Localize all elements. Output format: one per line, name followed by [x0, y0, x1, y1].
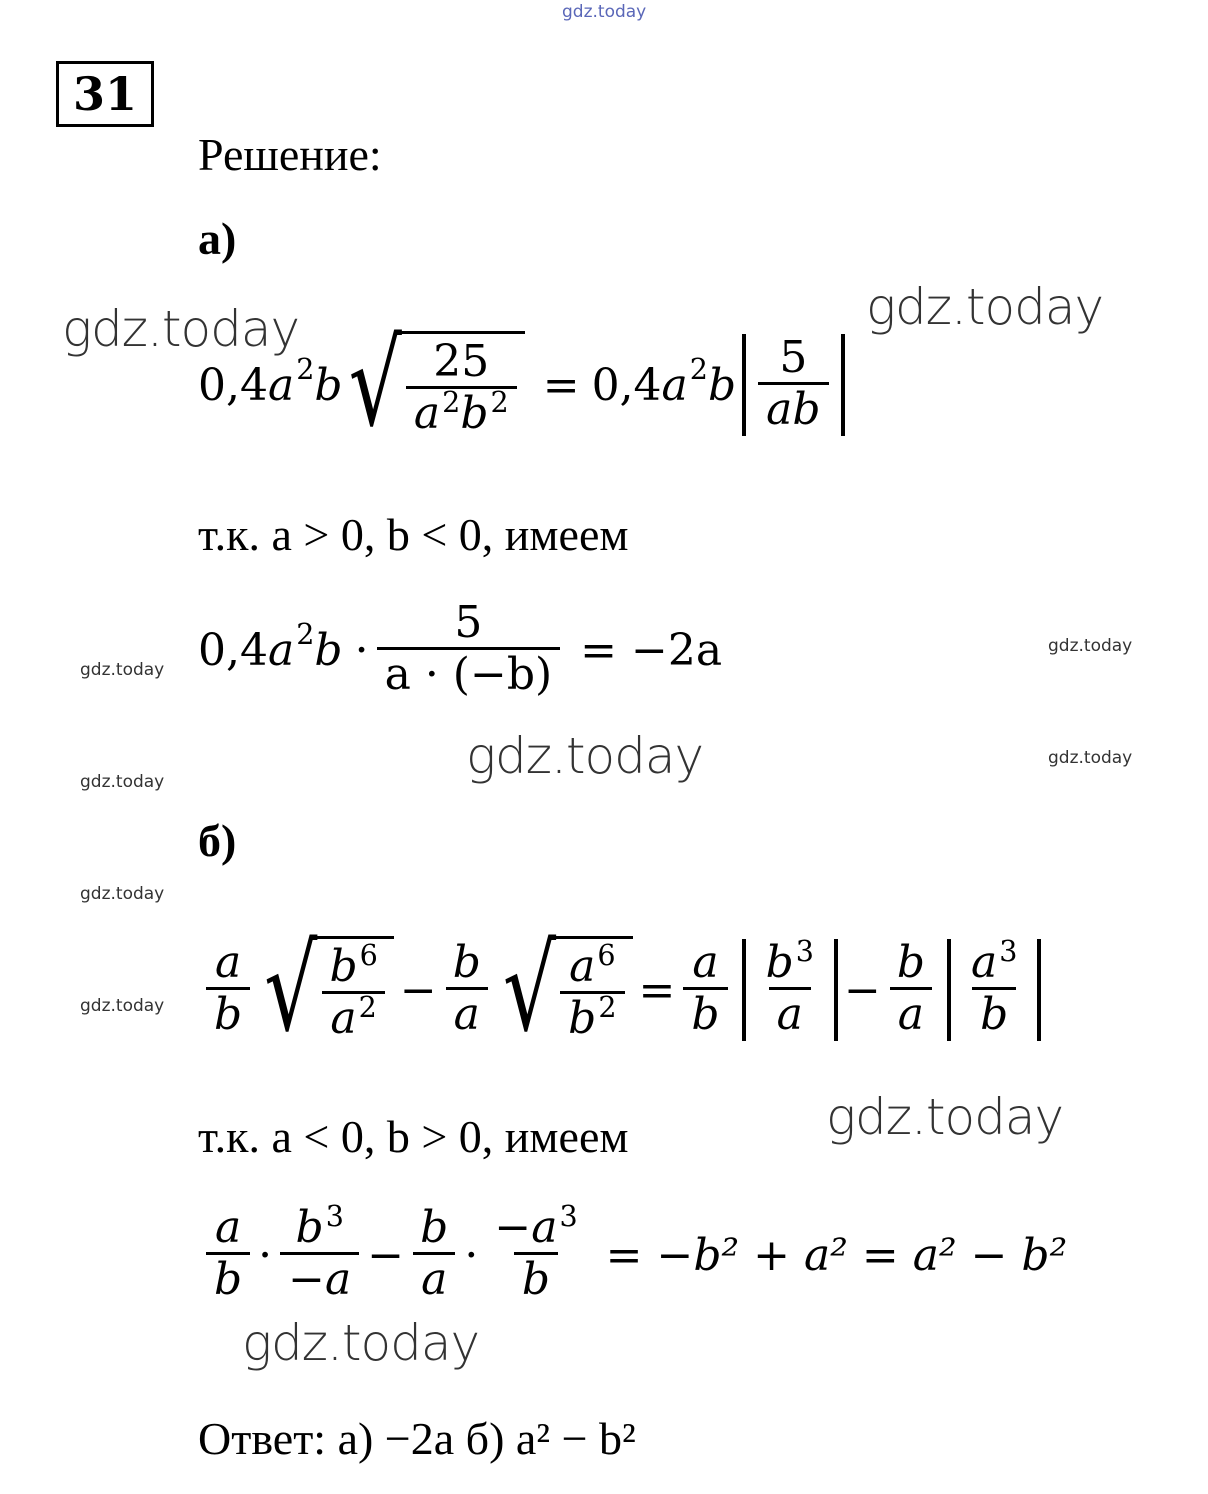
part-a-condition: т.к. a > 0, b < 0, имеем — [198, 509, 629, 560]
watermark-small: gdz.today — [1048, 748, 1133, 768]
watermark: gdz.today — [242, 1314, 480, 1372]
watermark: gdz.today — [466, 727, 704, 785]
watermark-top: gdz.today — [562, 2, 647, 22]
part-b-equation-2: $\frac{a}{b}$ · $\frac{b^3}{-a}$ − $\frac{b}{a}$ · $\frac{-a^3}{b}$ = −b² + a² = a² − b² — [198, 1180, 1067, 1330]
watermark-small: gdz.today — [80, 996, 165, 1016]
watermark-small: gdz.today — [80, 660, 165, 680]
watermark-small: gdz.today — [1048, 636, 1133, 656]
part-a-label: а) — [198, 213, 237, 264]
part-b-condition: т.к. a < 0, b > 0, имеем — [198, 1111, 629, 1162]
watermark-small: gdz.today — [80, 772, 165, 792]
part-a-equation-1: 0,4 a 2 b √ $\frac{25}{a^2b^2}$ = 0,4 a 2 b $\frac{5}{ab}$ — [198, 290, 851, 480]
task-number: 31 — [56, 61, 154, 127]
part-b-label: б) — [198, 815, 237, 866]
answer: Ответ: а) −2a б) a² − b² — [198, 1413, 636, 1464]
part-a-equation-2: 0,4 a 2 b · $\frac{5}{a \cdot (-b)}$ = −2a — [198, 597, 723, 701]
watermark: gdz.today — [826, 1088, 1064, 1146]
part-b-equation-1: $\frac{a}{b}$ √ $\frac{b^6}{a^2}$ − $\frac{b}{a}$ √ $\frac{a^6}{b^2}$ = $\frac{a}{b}$ $\frac{b^3}{a}$ − $\frac{b}{a}$ $\frac{a^3}{b}$ — [198, 890, 1047, 1090]
solution-heading: Решение: — [198, 129, 382, 180]
watermark-small: gdz.today — [80, 884, 165, 904]
watermark: gdz.today — [62, 300, 300, 358]
watermark: gdz.today — [866, 278, 1104, 336]
